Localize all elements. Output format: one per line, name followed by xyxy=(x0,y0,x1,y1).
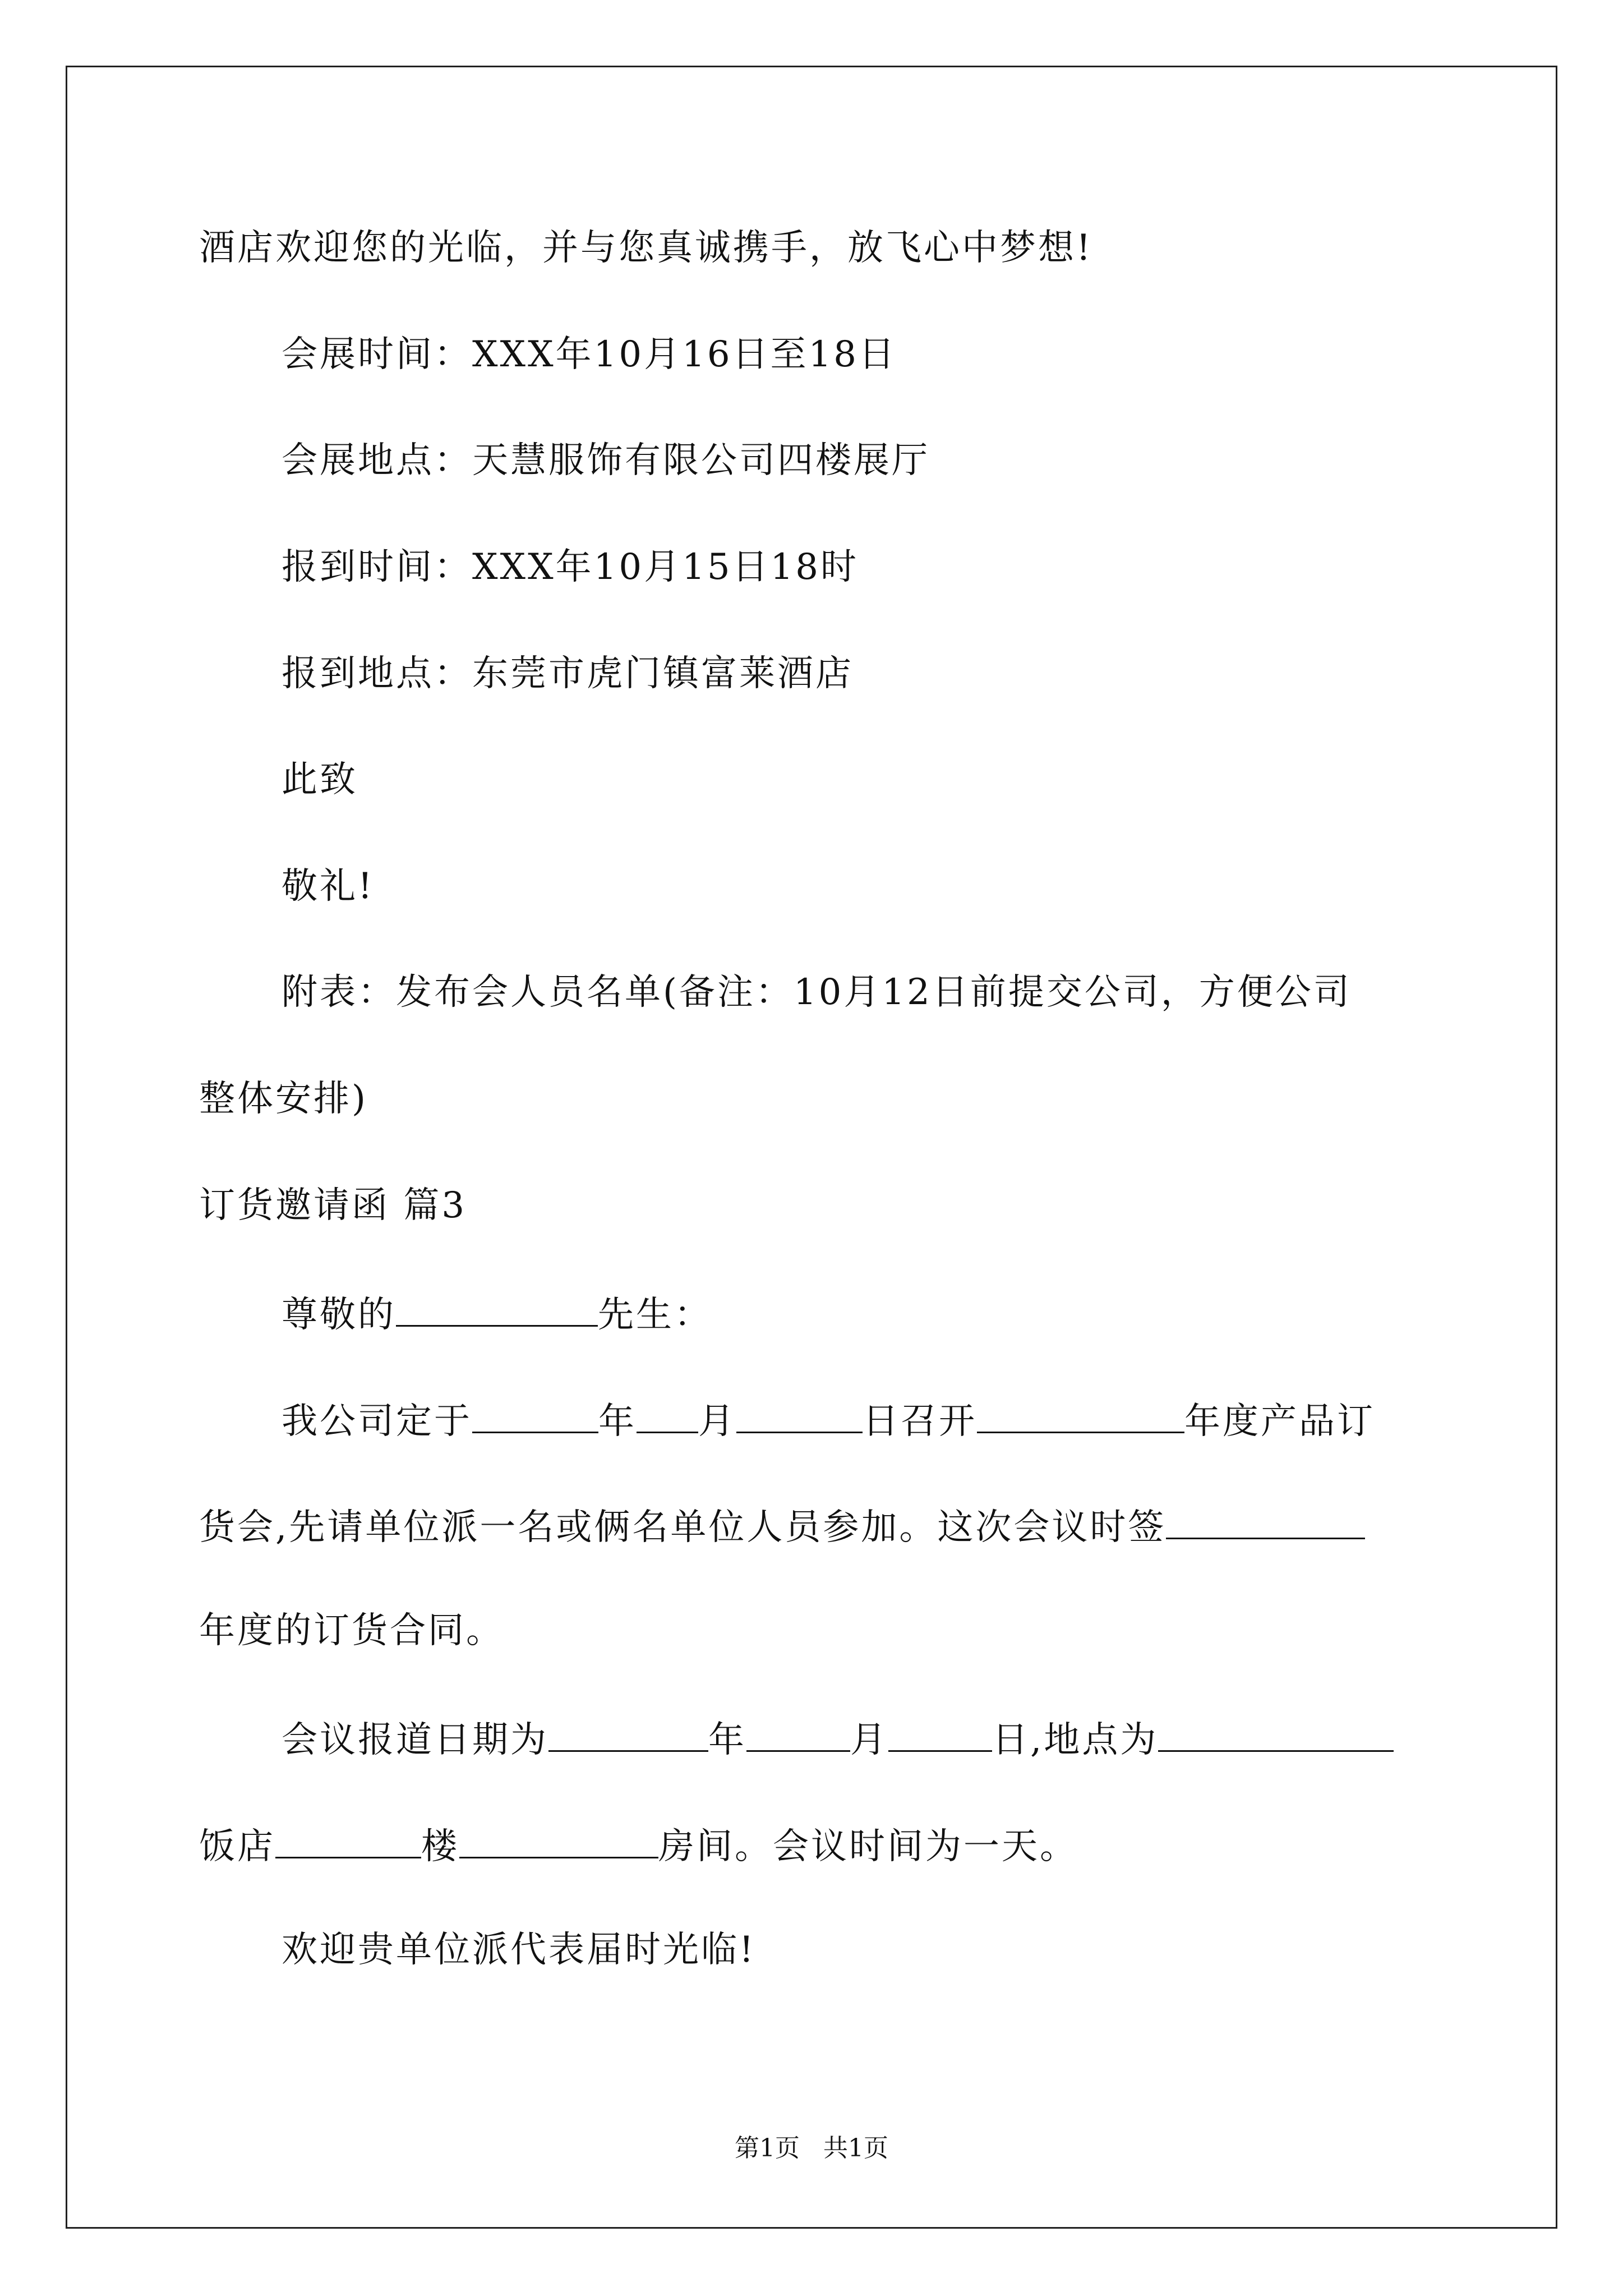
meeting-date-line xyxy=(282,1400,1375,1442)
closing-welcome: 欢迎贵单位派代表届时光临! xyxy=(282,1929,756,1971)
exhibition-time: 会展时间：XXX年10月16日至18日 xyxy=(282,334,897,375)
attachment-note-line-2: 整体安排) xyxy=(199,1078,368,1120)
closing-salute-1: 此致 xyxy=(282,759,358,800)
para2-text-4: 日,地点为 xyxy=(992,1719,1159,1761)
attachment-note-line-1: 附表：发布会人员名单(备注：10月12日前提交公司，方便公司 xyxy=(282,972,1352,1013)
page-number-footer: 第1页 共1页 xyxy=(735,2134,888,2162)
venue-line xyxy=(199,1825,1078,1865)
report-date-line xyxy=(282,1719,1394,1761)
report-month-blank xyxy=(746,1719,850,1752)
year-blank xyxy=(472,1400,598,1433)
product-year-blank xyxy=(977,1400,1184,1433)
salutation-prefix: 尊敬的 xyxy=(282,1294,396,1336)
month-blank xyxy=(637,1400,698,1433)
location-blank xyxy=(1158,1719,1394,1752)
para2-text-1: 会议报道日期为 xyxy=(282,1719,548,1761)
para2-line-2-a: 饭店 xyxy=(199,1826,275,1867)
para1-text-2: 年 xyxy=(598,1401,637,1442)
para2-line-2-b: 楼 xyxy=(421,1826,459,1867)
report-year-blank xyxy=(548,1719,708,1752)
para2-text-2: 年 xyxy=(708,1719,746,1761)
floor-blank xyxy=(459,1825,658,1858)
body-line-welcome: 酒店欢迎您的光临，并与您真诚携手，放飞心中梦想! xyxy=(199,227,1093,269)
closing-salute-2: 敬礼! xyxy=(282,866,375,907)
para1-text-1: 我公司定于 xyxy=(282,1401,472,1442)
salutation-line xyxy=(282,1294,712,1336)
section-heading: 订货邀请函 篇3 xyxy=(199,1185,467,1226)
para2-text-3: 月 xyxy=(850,1719,888,1761)
invitation-line-3: 年度的订货合同。 xyxy=(199,1610,504,1651)
para1-text-5: 年度产品订 xyxy=(1184,1401,1375,1442)
invitation-line-2 xyxy=(199,1506,1365,1548)
salutation-suffix: 先生： xyxy=(598,1294,712,1336)
para1-text-4: 日召开 xyxy=(863,1401,977,1442)
para1-text-3: 月 xyxy=(698,1401,736,1442)
para1-line-2: 货会,先请单位派一名或俩名单位人员参加。这次会议时签 xyxy=(199,1507,1166,1548)
name-blank xyxy=(396,1294,598,1327)
registration-location: 报到地点：东莞市虎门镇富莱酒店 xyxy=(282,653,854,694)
para2-line-2-c: 房间。会议时间为一天。 xyxy=(658,1826,1078,1867)
page-border xyxy=(66,66,1557,2229)
hotel-blank xyxy=(275,1825,421,1858)
exhibition-location: 会展地点：天慧服饰有限公司四楼展厅 xyxy=(282,440,930,481)
report-day-blank xyxy=(888,1719,992,1752)
day-blank xyxy=(736,1400,863,1433)
contract-year-blank xyxy=(1166,1506,1365,1539)
registration-time: 报到时间：XXX年10月15日18时 xyxy=(282,546,859,588)
